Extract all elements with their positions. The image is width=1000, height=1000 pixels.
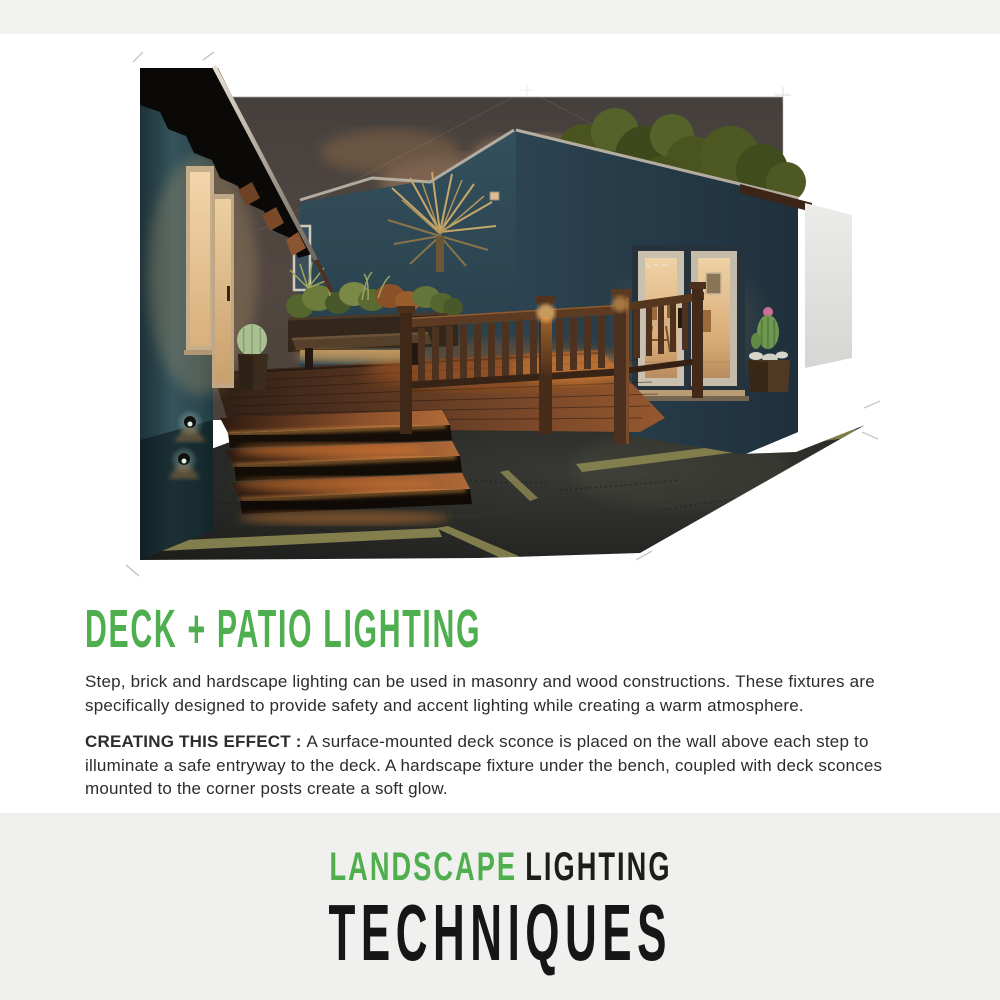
effect-label: CREATING THIS EFFECT : — [85, 732, 307, 752]
barrel-cactus — [237, 324, 268, 390]
railing-post — [692, 286, 703, 398]
intro-paragraph: Step, brick and hardscape lighting can be used in masonry and wood constructions. These fixtures are specifically designed to provide safety and accent lighting while creating a warm atmosphere. — [85, 672, 875, 715]
article-section — [85, 600, 930, 814]
series-title: TECHNIQUES — [328, 888, 672, 977]
page-title: DECK + PATIO LIGHTING — [85, 599, 482, 659]
lit-door — [212, 194, 234, 388]
brand-line — [329, 847, 671, 887]
door-handle — [227, 286, 230, 301]
effect-paragraph — [85, 730, 930, 801]
lit-window — [184, 166, 216, 355]
picture-frame — [706, 273, 721, 294]
effect-text: A surface-mounted deck sconce is placed on the wall above each step to illuminate a safe entryway to the deck. A hardscape fixture under the bench, coupled with deck sconces mounted to the corner posts create a soft glow. — [85, 732, 883, 799]
brand-word-landscape: LANDSCAPE — [328, 845, 517, 889]
footer-band — [0, 813, 1000, 1000]
door-handle — [678, 308, 682, 328]
grey-wall-panel — [805, 203, 852, 368]
top-margin-band — [0, 0, 1000, 34]
brand-word-lighting: LIGHTING — [524, 845, 672, 889]
railing-post — [400, 310, 412, 434]
deck-patio-illustration — [120, 40, 900, 585]
door-threshold — [632, 390, 745, 396]
gable-vent — [490, 192, 499, 200]
deck-patio-render — [120, 40, 900, 585]
post-sconce-icon — [612, 296, 628, 312]
